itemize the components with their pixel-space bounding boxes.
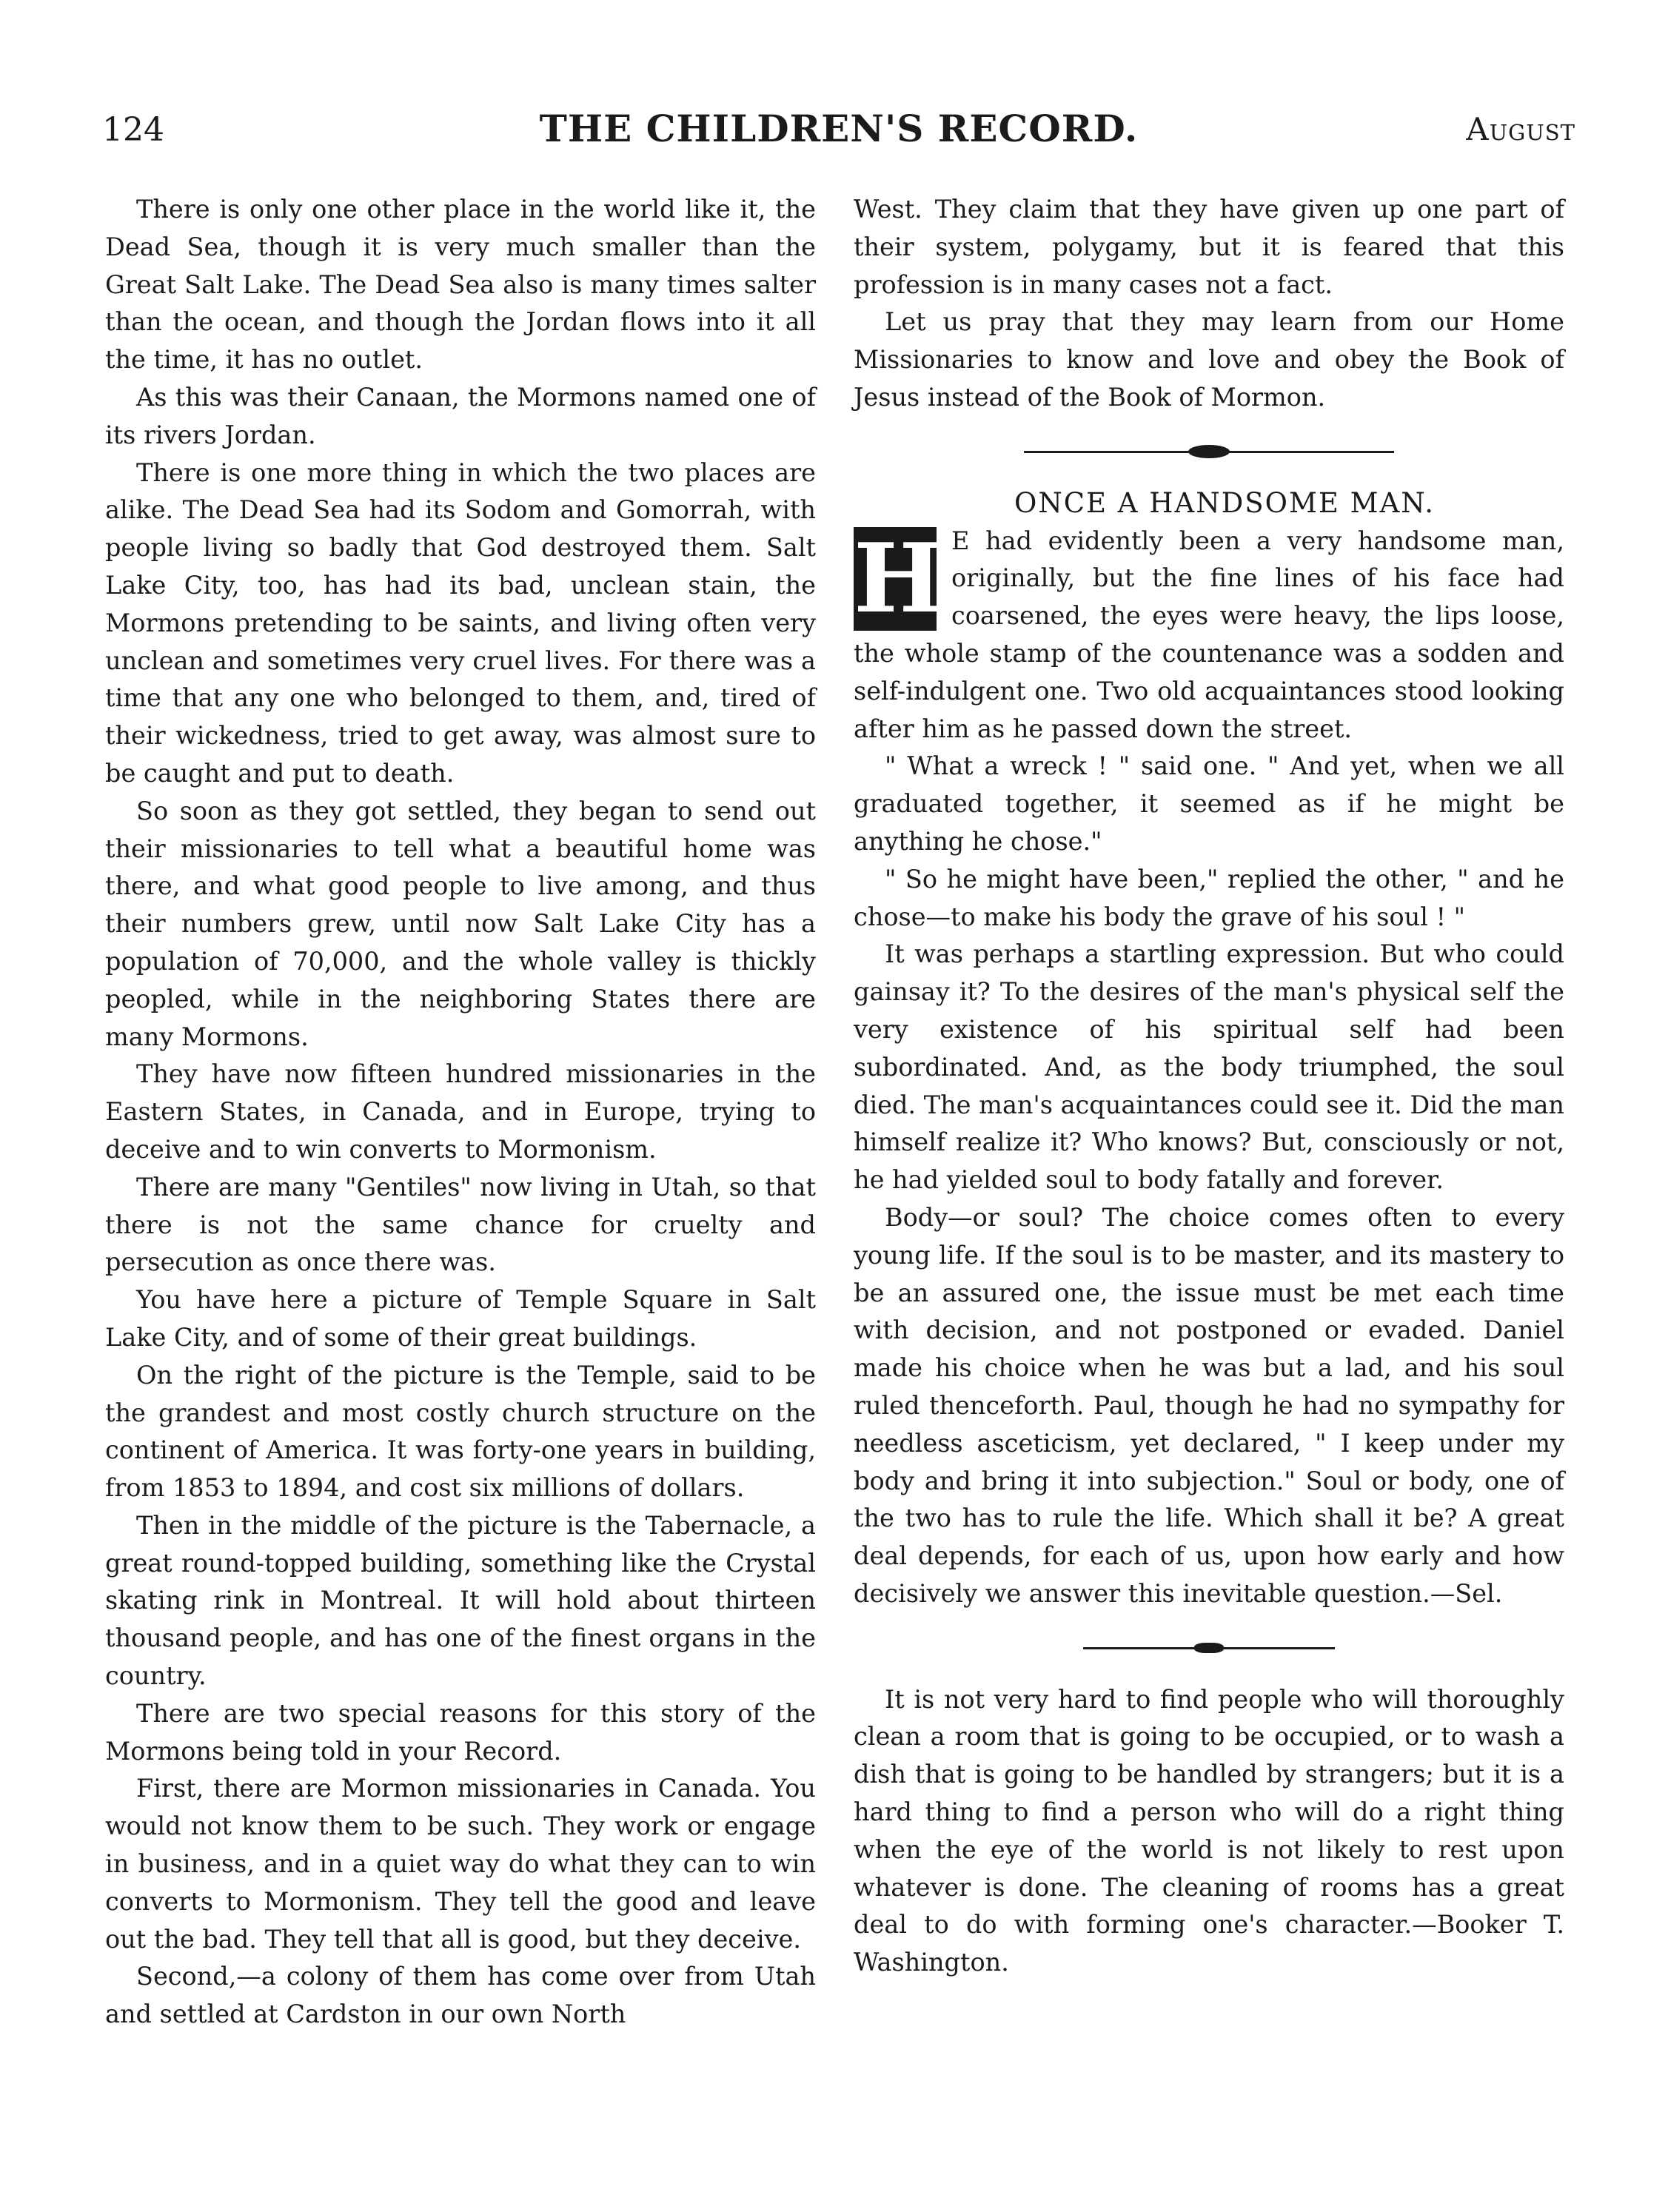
paragraph: Body—or soul? The choice comes often to every young life. If the soul is to be master, and its mastery to be an assured one, the issue must be met each time with decision, and not postponed or evaded. Daniel made his choice when he was but a lad, and his soul ruled thenceforth. Paul, though he had no sympathy for needless asceticism, yet declared, " I keep under my body and bring it into subjection." Soul or body, one of the two has to rule the life. Which shall it be? A great deal depends, for each of us, upon how early and how decisively we answer this inevitable question.—Sel. [854,1202,1564,1608]
paragraph: There is one more thing in which the two places are alike. The Dead Sea had its Sodom and Gomorrah, with people living so badly that God destroyed them. Salt Lake City, too, has had its bad, unclean stain, the Mormons pretending to be saints, and living often very unclean and sometimes very cruel lives. For there was a time that any one who belonged to them, and, tired of their wickedness, tried to get away, was almost sure to be caught and put to death. [105,458,816,788]
divider-ornament [1188,445,1230,458]
paragraph: There are two special reasons for this story of the Mormons being told in your Record. [105,1698,816,1766]
paragraph: E had evidently been a very handsome man, originally, but the fine lines of his face had coarsened, the eyes were heavy, the lips loose, the whole stamp of the countenance was a sodden and self-indulgent one. Two old acquaintances stood looking after him as he passed down the street. [854,526,1564,743]
divider-ornament [1194,1643,1224,1653]
journal-title: THE CHILDREN'S RECORD. [539,107,1139,150]
paragraph: Then in the middle of the picture is the Tabernacle, a great round-topped building, something like the Crystal skating rink in Montreal. It will hold about thirteen thousand people, and has one of the finest organs in the country. [105,1510,816,1691]
article-opening [854,523,1564,748]
ornamental-divider [1083,1640,1335,1656]
paragraph: There is only one other place in the world like it, the Dead Sea, though it is very much smaller than the Great Salt Lake. The Dead Sea also is many times salter than the ocean, and though the Jordan flows into it all the time, it has no outlet. [105,195,816,375]
drop-cap: H [854,523,943,634]
ornamental-divider [1024,443,1394,460]
paragraph: There are many "Gentiles" now living in Utah, so that there is not the same chance for cruelty and persecution as once there was. [105,1172,816,1277]
page-number: 124 [102,111,164,149]
paragraph: Let us pray that they may learn from our Home Missionaries to know and love and obey the Book of Jesus instead of the Book of Mormon. [854,307,1564,412]
paragraph: It was perhaps a startling expression. But who could gainsay it? To the desires of the man's physical self the very existence of his spiritual self had been subordinated. And, as the body triumphed, the soul died. The man's acquaintances could see it. Did the man himself realize it? Who knows? But, consciously or not, he had yielded soul to body fatally and forever. [854,939,1564,1195]
paragraph: First, there are Mormon missionaries in Canada. You would not know them to be such. They work or engage in business, and in a quiet way do what they can to win converts to Mormonism. They tell the good and leave out the bad. They tell that all is good, but they deceive. [105,1774,816,1954]
left-column [105,191,816,2034]
paragraph: They have now fifteen hundred missionaries in the Eastern States, in Canada, and in Europe, trying to deceive and to win converts to Mormonism. [105,1059,816,1164]
paragraph: Second,—a colony of them has come over from Utah and settled at Cardston in our own North [105,1962,816,2029]
issue-month: August [1466,111,1575,147]
page-header [102,107,1575,170]
paragraph: You have here a picture of Temple Square in Salt Lake City, and of some of their great buildings. [105,1285,816,1352]
paragraph-continuation: West. They claim that they have given up one part of their system, polygamy, but it is feared that this profession is in many cases not a fact. [854,195,1564,299]
paragraph: It is not very hard to find people who will thoroughly clean a room that is going to be occupied, or to wash a dish that is going to be handled by strangers; but it is a hard thing to find a person who will do a right thing when the eye of the world is not likely to rest upon whatever is done. The cleaning of rooms has a great deal to do with forming one's character.—Booker T. Washington. [854,1684,1564,1977]
paragraph: " So he might have been," replied the other, " and he chose—to make his body the grave of his soul ! " [854,864,1564,931]
paragraph: On the right of the picture is the Temple, said to be the grandest and most costly church structure on the continent of America. It was forty-one years in building, from 1853 to 1894, and cost six millions of dollars. [105,1360,816,1503]
paragraph: " What a wreck ! " said one. " And yet, when we all graduated together, it seemed as if he might be anything he chose." [854,751,1564,856]
paragraph: So soon as they got settled, they began to send out their missionaries to tell what a beautiful home was there, and what good people to live among, and thus their numbers grew, until now Salt Lake City has a population of 70,000, and the whole valley is thickly peopled, while in the neighboring States there are many Mormons. [105,796,816,1051]
paragraph: As this was their Canaan, the Mormons named one of its rivers Jordan. [105,382,816,449]
right-column [854,191,1564,1982]
article-title: ONCE A HANDSOME MAN. [1014,486,1435,519]
